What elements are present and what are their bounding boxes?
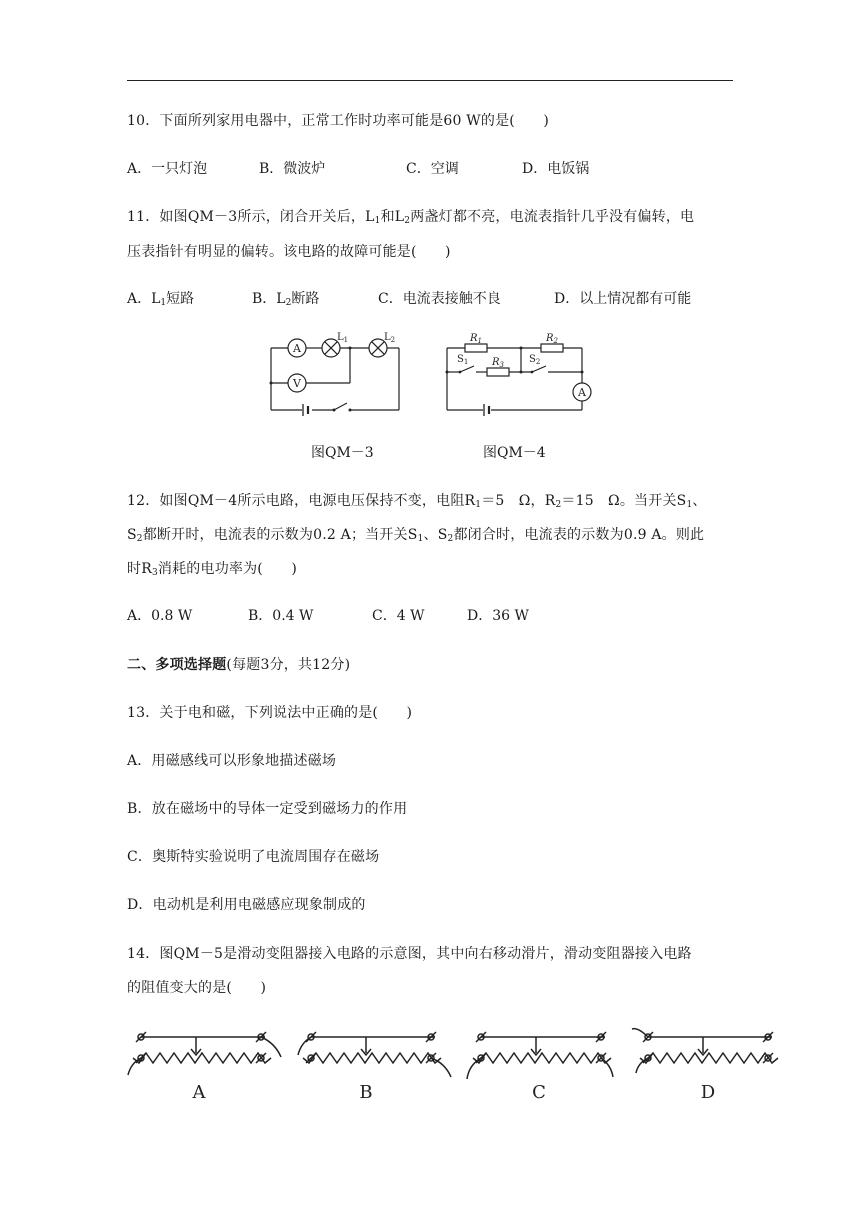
q10-stem: 10．下面所列家用电器中，正常工作时功率可能是60 W的是( ): [127, 113, 549, 129]
rheostat-figure-c: [463, 1025, 623, 1105]
q13-option-c: C．奥斯特实验说明了电流周围存在磁场: [127, 849, 380, 865]
figure-qm3-circuit: [262, 330, 412, 420]
q11-stem-line2: 压表指针有明显的偏转。该电路的故障可能是( ): [127, 244, 451, 260]
q10-option-c: C．空调: [406, 161, 459, 177]
rheostat-figure-a: [123, 1025, 283, 1105]
q12-option-d: D．36 W: [467, 608, 529, 624]
q11-option-a: A．$L_1$短路: [127, 291, 195, 308]
svg-text:L1: $L_1$: [337, 332, 349, 344]
svg-text:S1: $S_1$: [457, 354, 469, 366]
svg-text:A: A: [578, 386, 586, 399]
figure-qm4-circuit: [440, 328, 600, 422]
q12-stem-line3: 时$R_3$消耗的电功率为( ): [127, 561, 298, 578]
section2-heading: 二、多项选择题(每题3分，共12分): [127, 657, 351, 673]
q13-option-d: D．电动机是利用电磁感应现象制成的: [127, 897, 366, 913]
svg-text:V: V: [293, 377, 301, 390]
header-rule: [127, 80, 733, 81]
q12-stem-line1: 12．如图QM－4所示电路，电源电压保持不变，电阻$R_1=5$ Ω，$R_2=15$ Ω。当开关$S_1$、: [127, 493, 707, 510]
svg-text:R1: $R_1$: [470, 333, 482, 345]
q12-option-a: A．0.8 W: [127, 608, 193, 624]
q13-stem: 13．关于电和磁，下列说法中正确的是( ): [127, 705, 413, 721]
ammeter-icon: [288, 339, 306, 357]
q10-option-b: B．微波炉: [259, 161, 326, 177]
q13-option-b: B．放在磁场中的导体一定受到磁场力的作用: [127, 801, 408, 817]
voltmeter-icon: [288, 374, 306, 392]
rheostat-label-a: A: [192, 1082, 206, 1103]
q10-option-a: A．一只灯泡: [127, 161, 208, 177]
figure-qm4-caption: 图QM－4: [483, 445, 546, 461]
q13-option-a: A．用磁感线可以形象地描述磁场: [127, 753, 337, 769]
svg-text:S2: $S_2$: [529, 354, 541, 366]
q11-option-d: D．以上情况都有可能: [554, 291, 692, 307]
svg-text:R2: $R_2$: [546, 333, 558, 345]
q11-option-b: B．$L_2$断路: [252, 291, 320, 308]
rheostat-label-d: D: [700, 1082, 716, 1103]
rheostat-figure-b: [293, 1025, 453, 1105]
q11-stem-line1: 11．如图QM－3所示，闭合开关后，$L_1$和$L_2$两盏灯都不亮，电流表指针几乎没有偏转，电: [127, 209, 695, 226]
rheostat-label-c: C: [532, 1082, 546, 1103]
q12-option-c: C．4 W: [372, 608, 425, 624]
svg-text:R3: $R_3$: [492, 357, 504, 369]
svg-text:A: A: [293, 342, 301, 355]
ammeter-icon: [573, 383, 591, 401]
rheostat-label-b: B: [359, 1082, 373, 1103]
q14-stem-line2: 的阻值变大的是( ): [127, 980, 267, 996]
q10-option-d: D．电饭锅: [522, 161, 590, 177]
q12-stem-line2: $S_2$都断开时，电流表的示数为0.2 A；当开关$S_1$、$S_2$都闭合时，电流表的示数为0.9 A。则此: [127, 527, 705, 544]
svg-text:L2: $L_2$: [384, 332, 396, 344]
q12-option-b: B．0.4 W: [248, 608, 314, 624]
q11-option-c: C．电流表接触不良: [378, 291, 501, 307]
figure-qm3-caption: 图QM－3: [311, 445, 374, 461]
q14-stem-line1: 14．图QM－5是滑动变阻器接入电路的示意图，其中向右移动滑片，滑动变阻器接入电路: [127, 946, 692, 962]
rheostat-figure-d: [630, 1025, 790, 1105]
